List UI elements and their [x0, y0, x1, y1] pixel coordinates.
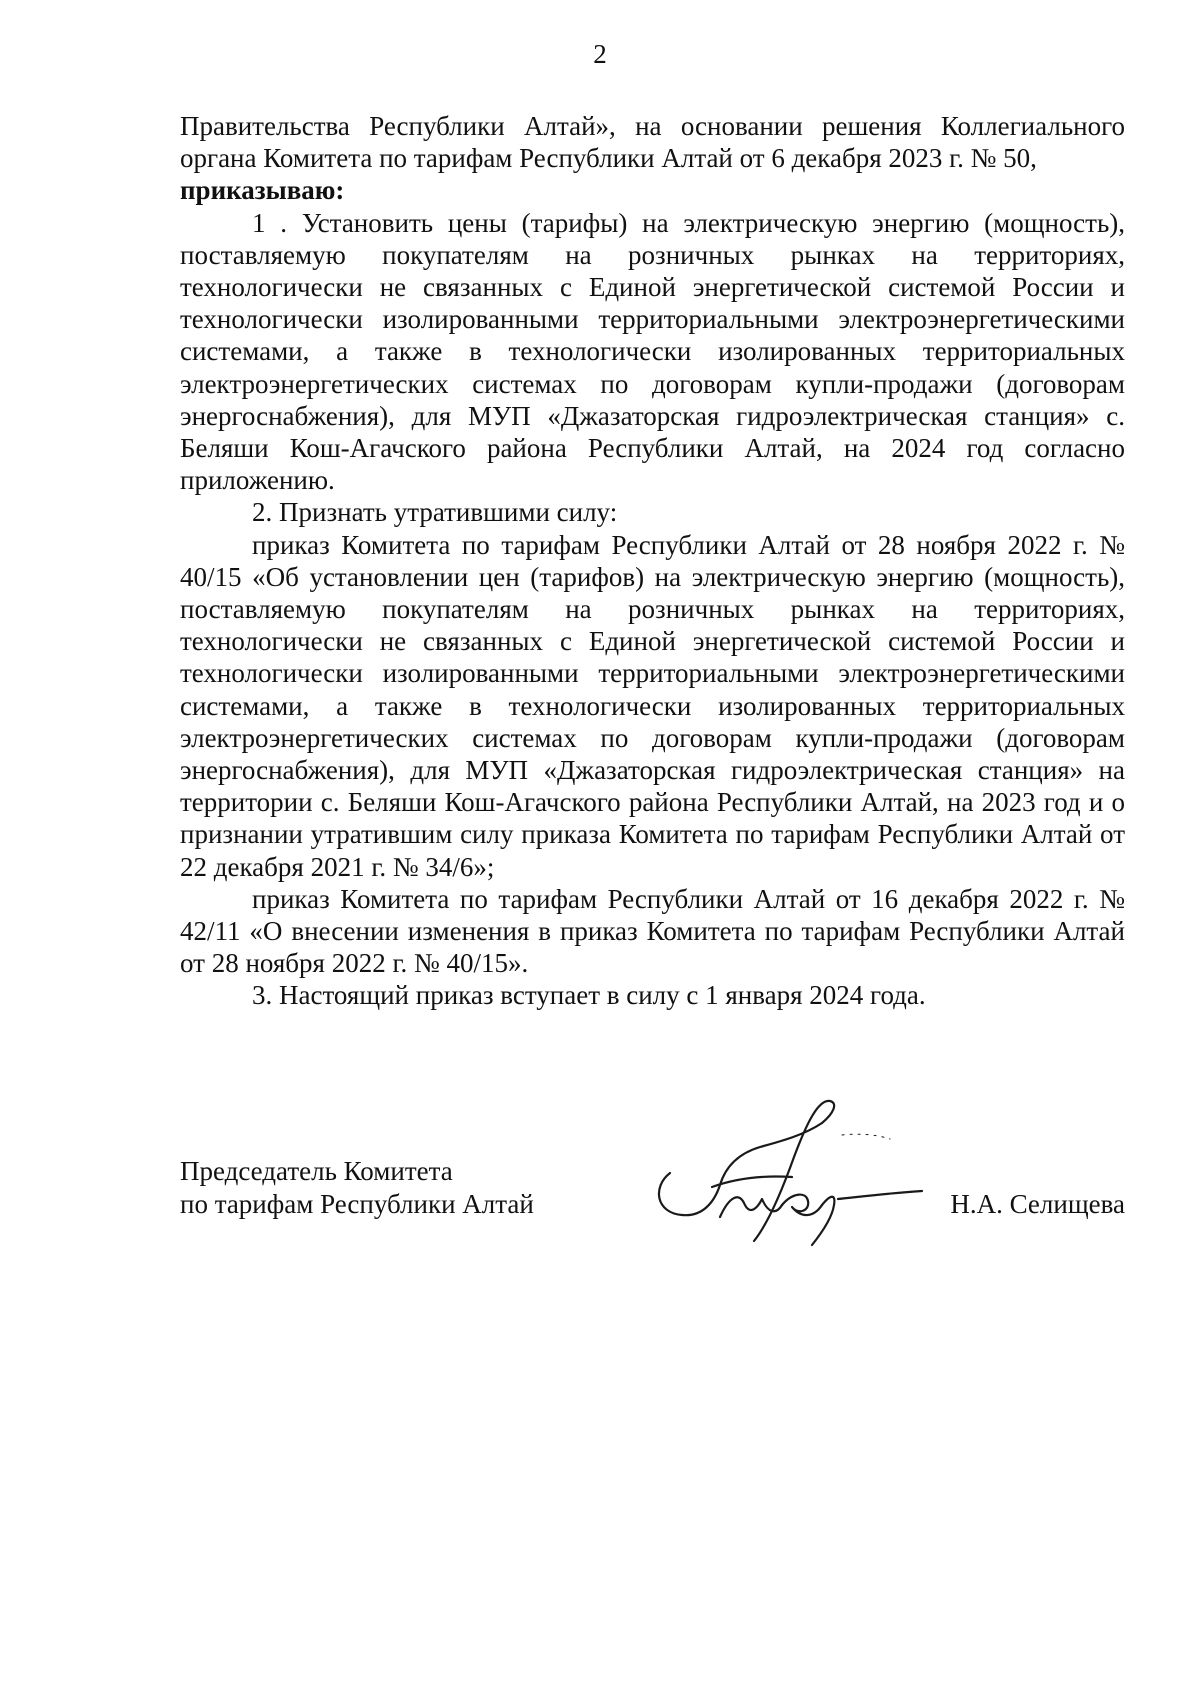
position-line-2: по тарифам Республики Алтай: [180, 1189, 534, 1219]
page-number: 2: [593, 39, 607, 69]
signature-block: [180, 1155, 1125, 1275]
order-word: приказываю:: [180, 175, 345, 206]
handwritten-signature: [642, 1095, 927, 1255]
item-3-effective-date: 3. Настоящий приказ вступает в силу с 1 января 2024 года.: [252, 980, 926, 1011]
signer-name: Н.А. Селищева: [950, 1189, 1125, 1219]
signatory-position: [180, 1155, 534, 1221]
item-2-repeal-heading: 2. Признать утратившими силу:: [252, 497, 618, 528]
item-1-set-tariffs: 1 . Установить цены (тарифы) на электрическую энергию (мощность), поставляемую покупателям на розничных рынках на территориях, технологически не связанных с Единой энергетической системой России и технологически изолированными территориальными электроэнергетическими системами, а также в технологически изолированных территориальных электроэнергетических системах по договорам купли-продажи (договорам энергоснабжения), для МУП «Джазаторская гидроэлектрическая станция» с. Беляши Кош-Агачского района Республики Алтай, на 2024 год согласно приложению.: [180, 207, 1125, 496]
intro-paragraph: [180, 110, 1125, 174]
repealed-order-1: приказ Комитета по тарифам Республики Алтай от 28 ноября 2022 г. № 40/15 «Об установлении цен (тарифов) на электрическую энергию (мощность), поставляемую покупателям на розничных рынках на территориях, технологически не связанных с Единой энергетической системой России и технологически изолированными территориальными электроэнергетическими системами, а также в технологически изолированных территориальных электроэнергетических системах по договорам купли-продажи (договорам энергоснабжения), для МУП «Джазаторская гидроэлектрическая станция» на территории с. Беляши Кош-Агачского района Республики Алтай, на 2023 год и о признании утратившим силу приказа Комитета по тарифам Республики Алтай от 22 декабря 2021 г. № 34/6»;: [180, 529, 1125, 882]
position-line-1: Председатель Комитета: [180, 1156, 453, 1186]
repealed-order-2: приказ Комитета по тарифам Республики Алтай от 16 декабря 2022 г. № 42/11 «О внесении изменения в приказ Комитета по тарифам Республики Алтай от 28 ноября 2022 г. № 40/15».: [180, 883, 1125, 979]
document-body: [180, 110, 1125, 1012]
intro-text: Правительства Республики Алтай», на основании решения Коллегиального органа Комитета по тарифам Республики Алтай от 6 декабря 2023 г. № 50,: [180, 111, 1125, 174]
